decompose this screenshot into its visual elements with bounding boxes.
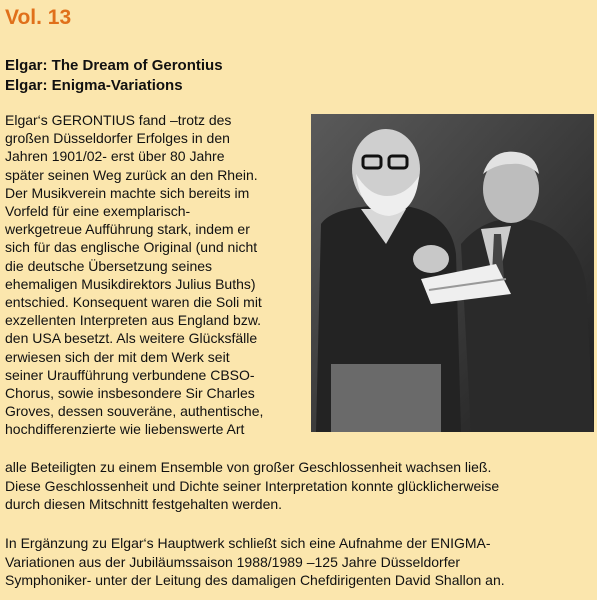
text-line: Chorus, sowie insbesondere Sir Charles xyxy=(5,385,255,402)
text-line: Diese Geschlossenheit und Dichte seiner Interpretation konnte glücklicherweise xyxy=(5,477,500,494)
photo-illustration xyxy=(311,114,594,432)
photo-two-men xyxy=(311,114,594,432)
text-line: In Ergänzung zu Elgar‘s Hauptwerk schließt sich eine Aufnahme der ENIGMA- xyxy=(5,535,491,551)
work-titles xyxy=(5,56,223,96)
text-line: sich für das englische Original (und nicht xyxy=(5,239,258,256)
text-line: exzellenten Interpreten aus England bzw. xyxy=(5,312,262,329)
text-line: durch diesen Mitschnitt festgehalten werden. xyxy=(5,496,283,513)
text-line: Variationen aus der Jubiläumssaison 1988/1989 –125 Jahre Düsseldorfer xyxy=(5,553,461,570)
text-line: hochdifferenzierte wie liebenswerte Art xyxy=(5,421,245,438)
text-line: Symphoniker- unter der Leitung des damaligen Chefdirigenten David Shallon an. xyxy=(5,572,505,589)
text-line: entschied. Konsequent waren die Soli mit xyxy=(5,294,262,311)
text-line: werkgetreue Aufführung stark, indem er xyxy=(5,221,250,238)
volume-heading: Vol. 13 xyxy=(5,6,72,29)
body-text-full-width xyxy=(5,458,595,514)
text-line: Elgar‘s GERONTIUS fand –trotz des xyxy=(5,112,232,128)
text-line: den USA besetzt. Als weitere Glücksfälle xyxy=(5,330,258,347)
text-line: ehemaligen Musikdirektors Julius Buths) xyxy=(5,275,256,292)
paragraph-2 xyxy=(5,534,595,590)
text-line: erwiesen sich der mit dem Werk seit xyxy=(5,348,230,365)
text-line: Jahren 1901/02- erst über 80 Jahre xyxy=(5,148,225,165)
body-text-column xyxy=(5,111,305,439)
work-title: Elgar: Enigma-Variations xyxy=(5,77,183,94)
text-line: später seinen Weg zurück an den Rhein. xyxy=(5,166,258,183)
text-line: alle Beteiligten zu einem Ensemble von großer Geschlossenheit wachsen ließ. xyxy=(5,459,492,475)
text-line: seiner Uraufführung verbundene CBSO- xyxy=(5,366,255,383)
text-line: Vorfeld für eine exemplarisch- xyxy=(5,203,191,220)
text-line: großen Düsseldorfer Erfolges in den xyxy=(5,130,230,147)
text-line: Groves, dessen souveräne, authentische, xyxy=(5,403,264,420)
text-line: die deutsche Übersetzung seines xyxy=(5,257,213,274)
work-title: Elgar: The Dream of Gerontius xyxy=(5,57,223,74)
text-line: Der Musikverein machte sich bereits im xyxy=(5,184,250,201)
